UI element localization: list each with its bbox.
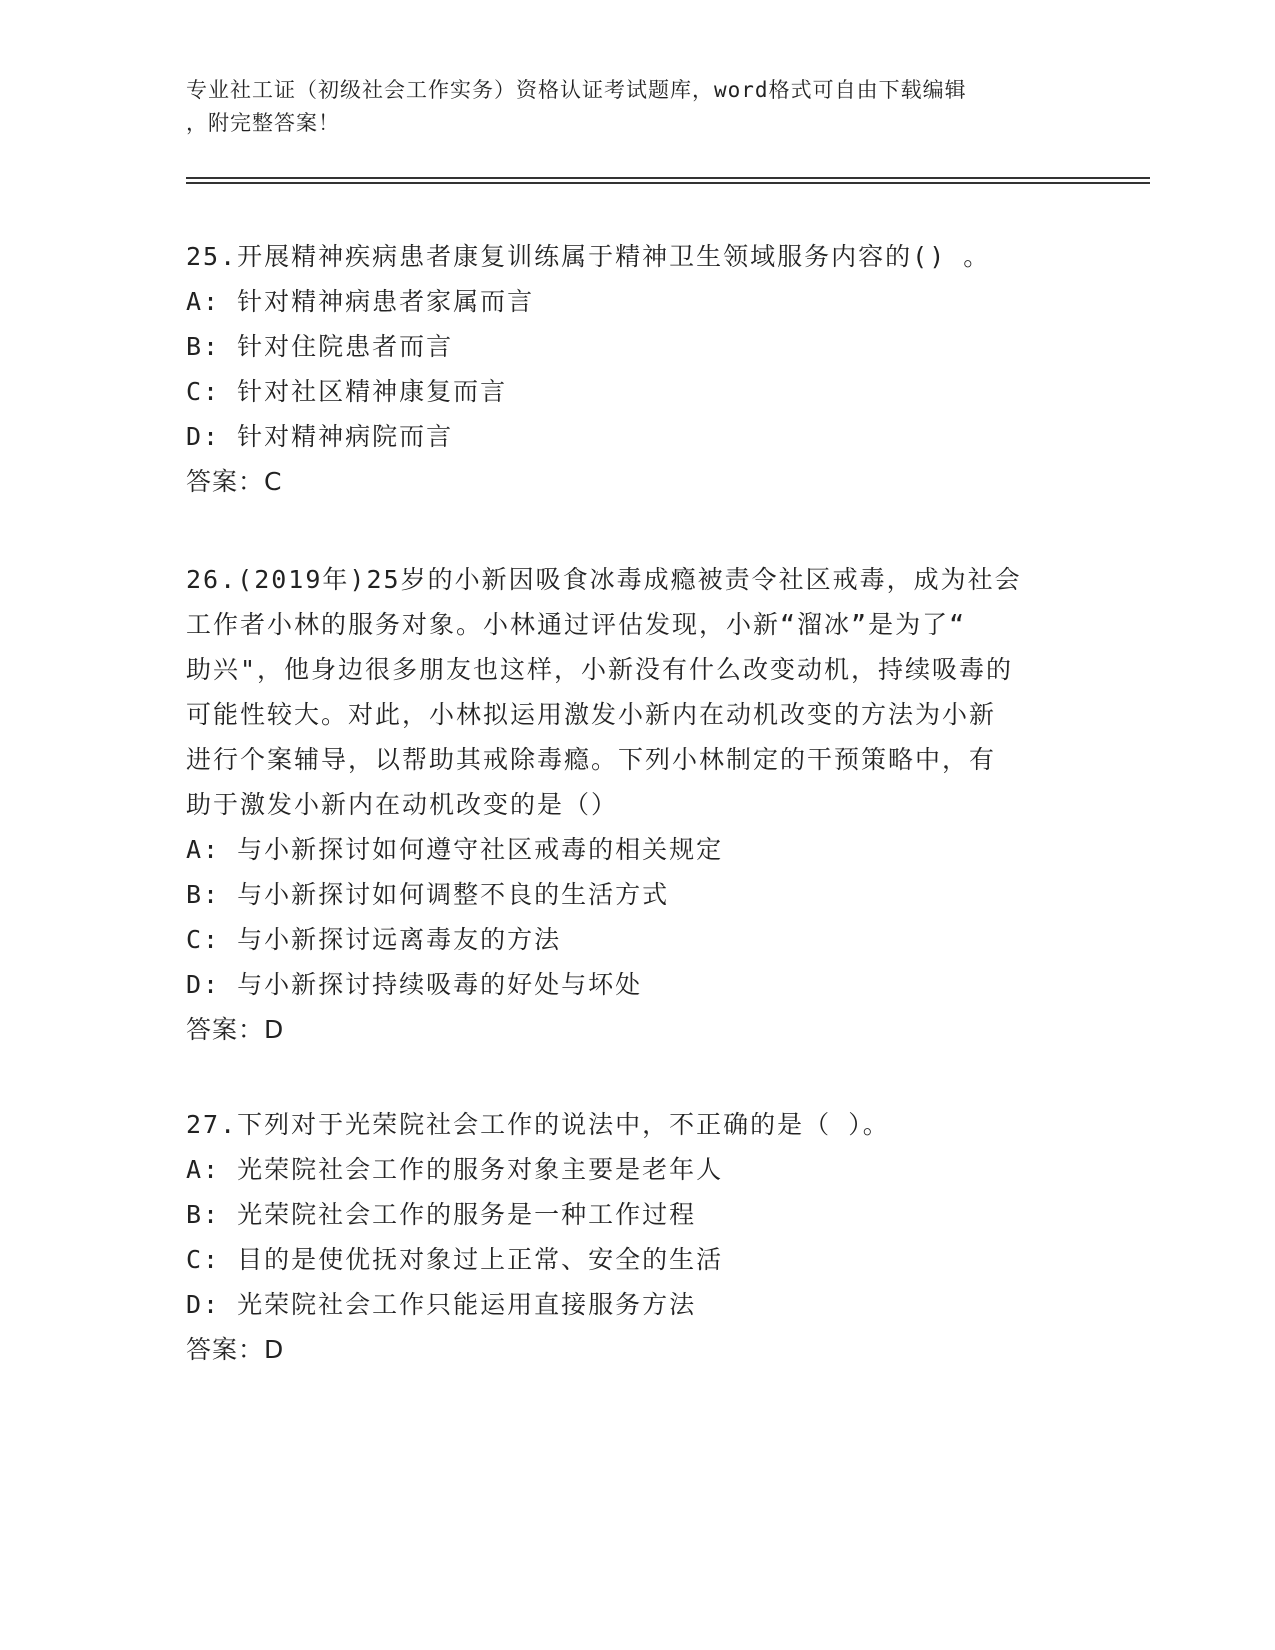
option-c: C: 针对社区精神康复而言 [186,377,508,406]
header-divider-bottom [186,182,1150,184]
question-stem: 27.下列对于光荣院社会工作的说法中，不正确的是（ ）。 [186,1110,890,1139]
option-c: C: 目的是使优抚对象过上正常、安全的生活 [186,1245,724,1274]
option-b: B: 光荣院社会工作的服务是一种工作过程 [186,1200,697,1229]
question-25 [186,234,1066,504]
question-stem-line-5: 进行个案辅导，以帮助其戒除毒瘾。下列小林制定的干预策略中，有 [186,745,997,774]
option-b: B: 与小新探讨如何调整不良的生活方式 [186,880,670,909]
header-divider-top [186,177,1150,179]
option-a: A: 与小新探讨如何遵守社区戒毒的相关规定 [186,835,724,864]
option-b: B: 针对住院患者而言 [186,332,454,361]
answer-line: 答案：D [186,1335,285,1364]
option-c: C: 与小新探讨远离毒友的方法 [186,925,562,954]
question-stem-line-4: 可能性较大。对此，小林拟运用激发小新内在动机改变的方法为小新 [186,700,997,729]
answer-line: 答案：D [186,1015,285,1044]
question-stem: 25.开展精神疾病患者康复训练属于精神卫生领域服务内容的() 。 [186,242,991,271]
question-stem-line-6: 助于激发小新内在动机改变的是（） [186,790,619,819]
answer-line: 答案：C [186,467,283,496]
header-title-line-1: 专业社工证（初级社会工作实务）资格认证考试题库，word格式可自由下载编辑 [186,78,967,102]
document-header [186,74,1066,140]
question-stem-line-1: 26.(2019年)25岁的小新因吸食冰毒成瘾被责令社区戒毒，成为社会 [186,565,1022,594]
option-d: D: 光荣院社会工作只能运用直接服务方法 [186,1290,697,1319]
option-d: D: 针对精神病院而言 [186,422,454,451]
option-a: A: 针对精神病患者家属而言 [186,287,535,316]
question-27 [186,1102,1066,1372]
header-title-line-2: ，附完整答案！ [186,111,340,135]
question-stem-line-3: 助兴"，他身边很多朋友也这样，小新没有什么改变动机，持续吸毒的 [186,655,1014,684]
option-d: D: 与小新探讨持续吸毒的好处与坏处 [186,970,643,999]
option-a: A: 光荣院社会工作的服务对象主要是老年人 [186,1155,724,1184]
question-26 [186,557,1066,1052]
question-stem-line-2: 工作者小林的服务对象。小林通过评估发现，小新“溜冰”是为了“ [186,610,967,639]
